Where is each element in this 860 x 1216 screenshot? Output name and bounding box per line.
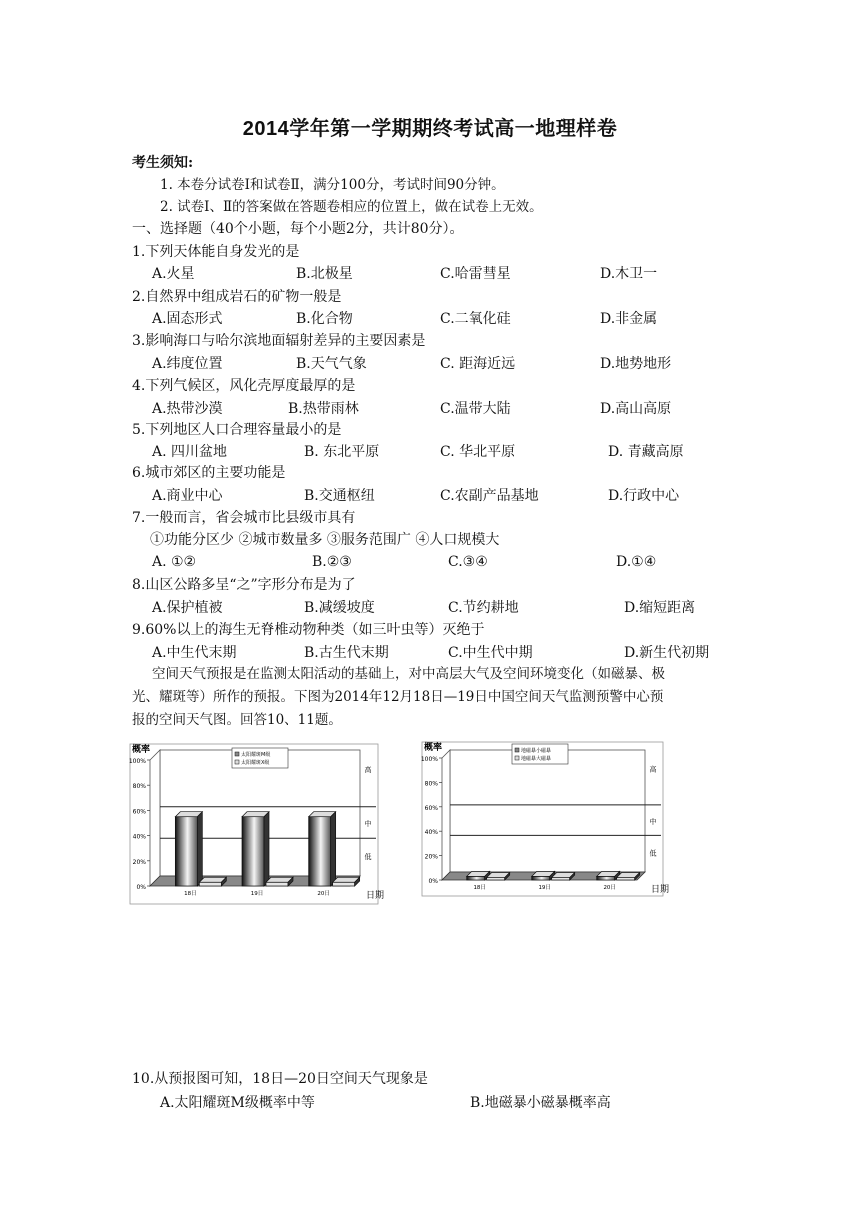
legend-swatch (515, 748, 519, 752)
bar-series1 (467, 876, 485, 880)
plot-side-wall (442, 750, 450, 880)
option-b: B.化合物 (296, 311, 353, 327)
bar-side (331, 812, 336, 886)
bar-series2 (617, 878, 635, 880)
option-a: A.火星 (152, 266, 195, 282)
option-d: D.高山高原 (600, 401, 672, 417)
option-c: C.二氧化硅 (440, 311, 511, 327)
option-c: C.哈雷彗星 (440, 266, 511, 282)
passage-line-3: 报的空间天气图。回答10、11题。 (132, 712, 342, 728)
legend-entry: 太阳耀斑M级 (241, 752, 271, 758)
legend-swatch (235, 752, 239, 756)
bar-side (197, 812, 202, 886)
option-d: D.缩短距离 (624, 600, 696, 616)
option-c: C.中生代中期 (448, 645, 533, 661)
bar-series1 (597, 876, 615, 880)
y-tick-label: 40% (132, 833, 146, 841)
option-d: D.新生代初期 (624, 645, 710, 661)
solar-flare-chart (128, 738, 385, 906)
y-tick-label: 60% (132, 808, 146, 816)
x-tick-label: 20日 (317, 891, 330, 897)
notice-heading: 考生须知: (132, 155, 194, 171)
option-b: B.减缓坡度 (304, 600, 375, 616)
y-tick-label: 20% (424, 853, 438, 861)
x-axis-label: 日期 (651, 885, 670, 895)
plot-side-wall (150, 750, 160, 886)
x-tick-label: 19日 (538, 885, 551, 891)
option-a: A.商业中心 (152, 488, 223, 504)
legend-entry: 地磁暴大磁暴 (521, 756, 552, 762)
bar-side (264, 812, 269, 886)
option-d: D.非金属 (600, 311, 658, 327)
question-stem: 1.下列天体能自身发光的是 (132, 244, 300, 260)
question-stem: 6.城市郊区的主要功能是 (132, 465, 286, 481)
option-a: A.固态形式 (152, 311, 223, 327)
question-stem: 7.一般而言，省会城市比县级市具有 (132, 510, 356, 526)
level-label-1: 中 (364, 820, 372, 829)
question-10-stem: 10.从预报图可知，18日—20日空间天气现象是 (132, 1071, 428, 1087)
option-d: D. 青藏高原 (608, 444, 684, 460)
option-a: A.保护植被 (152, 600, 223, 616)
question-statements: ①功能分区少 ②城市数量多 ③服务范围广 ④人口规模大 (150, 532, 500, 548)
question-stem: 5.下列地区人口合理容量最小的是 (132, 422, 342, 438)
notice-item-1: 1. 本卷分试卷Ⅰ和试卷Ⅱ，满分100分，考试时间90分钟。 (160, 177, 505, 193)
option-d: D.行政中心 (608, 488, 680, 504)
x-axis-label: 日期 (366, 891, 385, 901)
bar-series1 (242, 817, 264, 886)
y-tick-label: 80% (132, 783, 146, 791)
bar-series2 (487, 878, 505, 880)
x-tick-label: 18日 (184, 891, 197, 897)
section-heading: 一、选择题（40个小题，每个小题2分，共计80分）。 (132, 221, 464, 237)
option-d: D.①④ (616, 554, 657, 570)
option-d: D.木卫一 (600, 266, 658, 282)
question-stem: 3.影响海口与哈尔滨地面辐射差异的主要因素是 (132, 333, 426, 349)
option-b: B. 东北平原 (304, 444, 380, 460)
option-b: B.古生代末期 (304, 645, 389, 661)
option-b: B.天气气象 (296, 356, 367, 372)
y-tick-label: 80% (424, 780, 438, 788)
question-stem: 9.60%以上的海生无脊椎动物种类（如三叶虫等）灭绝于 (132, 622, 485, 638)
option-a: A. 四川盆地 (152, 444, 228, 460)
bar-series2 (199, 882, 221, 886)
option-b: B.②③ (312, 554, 352, 570)
legend-entry: 地磁暴小磁暴 (521, 748, 552, 754)
bar-series2 (266, 882, 288, 886)
y-tick-label: 100% (420, 756, 438, 763)
option-c: C.农副产品基地 (440, 488, 539, 504)
level-label-2: 低 (364, 852, 372, 861)
x-tick-label: 20日 (603, 885, 616, 891)
bar-series2 (552, 878, 570, 880)
option-b: B.热带雨林 (288, 401, 359, 417)
y-tick-label: 20% (132, 858, 146, 866)
y-tick-label: 40% (424, 829, 438, 837)
option-b: B.北极星 (296, 266, 353, 282)
level-label-0: 高 (364, 765, 372, 774)
level-label-2: 低 (649, 849, 657, 858)
legend (512, 744, 568, 764)
x-tick-label: 19日 (250, 891, 264, 897)
option-b: B.交通枢纽 (304, 488, 375, 504)
option-a: A.中生代末期 (152, 645, 237, 661)
bar-series1 (175, 817, 197, 886)
option-c: C.温带大陆 (440, 401, 511, 417)
option-c: C. 距海近远 (440, 356, 516, 372)
option-c: C.节约耕地 (448, 600, 519, 616)
y-axis-label: 概率 (424, 743, 443, 753)
option-c: C. 华北平原 (440, 444, 516, 460)
page-title: 2014学年第一学期期终考试高一地理样卷 (242, 118, 618, 140)
y-tick-label: 100% (128, 758, 146, 765)
legend-swatch (235, 760, 239, 764)
x-tick-label: 18日 (473, 885, 486, 891)
level-label-1: 中 (649, 817, 657, 826)
q10-option-a: A.太阳耀斑M级概率中等 (160, 1095, 315, 1111)
y-axis-label: 概率 (132, 745, 151, 755)
bar-series1 (309, 817, 331, 886)
y-tick-label: 60% (424, 804, 438, 812)
legend-swatch (515, 756, 519, 760)
legend (232, 748, 288, 768)
y-tick-label: 0% (428, 878, 438, 885)
option-a: A.纬度位置 (152, 356, 223, 372)
q10-option-b: B.地磁暴小磁暴概率高 (470, 1095, 611, 1111)
geomagnetic-storm-chart (420, 736, 670, 898)
plot-wall (450, 750, 645, 872)
bar-series2 (333, 882, 355, 886)
bar-series1 (532, 876, 550, 880)
question-stem: 2.自然界中组成岩石的矿物一般是 (132, 289, 342, 305)
question-stem: 8.山区公路多呈“之”字形分布是为了 (132, 577, 356, 593)
legend-entry: 太阳耀斑X级 (241, 760, 270, 766)
notice-item-2: 2. 试卷Ⅰ、Ⅱ的答案做在答题卷相应的位置上，做在试卷上无效。 (160, 199, 543, 215)
option-d: D.地势地形 (600, 356, 672, 372)
option-a: A. ①② (152, 554, 197, 570)
level-label-0: 高 (649, 765, 657, 774)
option-c: C.③④ (448, 554, 488, 570)
passage-line-1: 空间天气预报是在监测太阳活动的基础上，对中高层大气及空间环境变化（如磁暴、极 (152, 666, 665, 682)
y-tick-label: 0% (136, 884, 146, 891)
passage-line-2: 光、耀斑等）所作的预报。下图为2014年12月18日—19日中国空间天气监测预警中心预 (132, 689, 664, 705)
option-a: A.热带沙漠 (152, 401, 223, 417)
question-stem: 4.下列气候区，风化壳厚度最厚的是 (132, 378, 356, 394)
